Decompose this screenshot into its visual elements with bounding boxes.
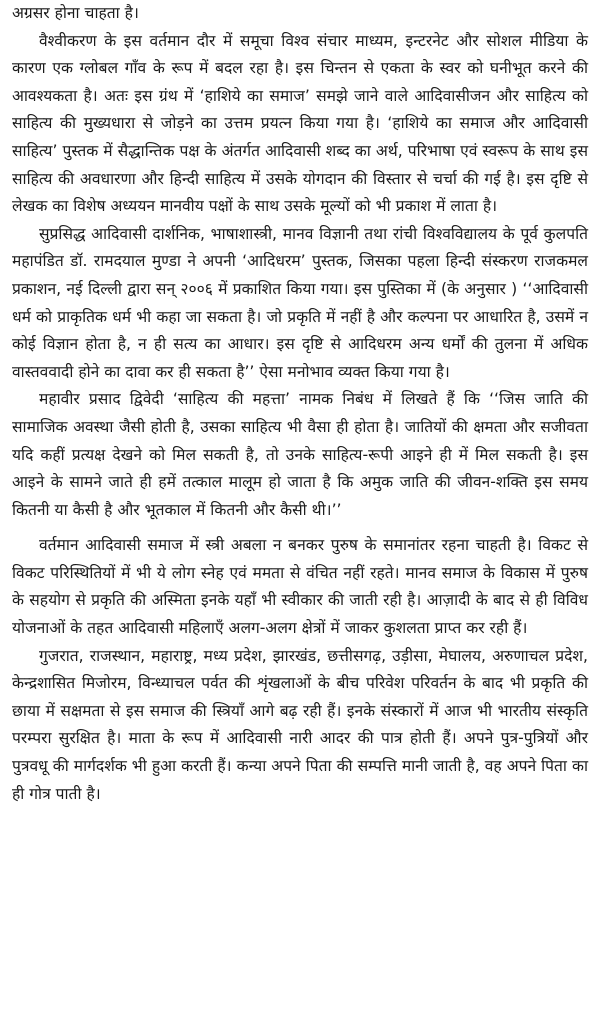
paragraph-states: गुजरात, राजस्थान, महाराष्ट्र, मध्य प्रदेश, झारखंड, छत्तीसगढ़, उड़ीसा, मेघालय, अरुणाचल प्रदेश, केन्द्रशासित मिजोरम, विन्ध्याचल पर्वत की शृंखलाओं के बीच परिवेश परिवर्तन के बाद भी प्रकृति की छाया में सक्षमता से इस समाज की स्त्रियाँ आगे बढ़ रही हैं। इनके संस्कारों में आज भी भारतीय संस्कृति परम्परा सुरक्षित है। माता के रूप में आदिवासी नारी आदर की पात्र होती हैं। अपने पुत्र-पुत्रियों और पुत्रवधू की मार्गदर्शक भी हुआ करती हैं। कन्या अपने पिता की सम्पत्ति मानी जाती है, वह अपने पिता का ही गोत्र पाती है। [12,646,588,803]
paragraph-globalization: वैश्वीकरण के इस वर्तमान दौर में समूचा विश्व संचार माध्यम, इन्टरनेट और सोशल मीडिया के कारण एक ग्लोबल गाँव के रूप में बदल रहा है। इस चिन्तन से एकता के स्वर को घनीभूत करने की आवश्यकता है। अतः इस ग्रंथ में ‘हाशिये का समाज’ समझे जाने वाले आदिवासीजन और साहित्य को साहित्य की मुख्यधारा से जोड़ने का उत्तम प्रयत्न किया गया है। ‘हाशिये का समाज और आदिवासी साहित्य’ पुस्तक में सैद्धान्तिक पक्ष के अंतर्गत आदिवासी शब्द का अर्थ, परिभाषा एवं स्वरूप के साथ इस साहित्य की अवधारणा और हिन्दी साहित्य में उसके योगदान की विस्तार से चर्चा की गई है। इस दृष्टि से लेखक का विशेष अध्ययन मानवीय पक्षों के साथ उसके मूल्यों को भी प्रकाश में लाता है। [12,31,588,216]
paragraph-sahitya-mahatta: महावीर प्रसाद द्विवेदी ‘साहित्य की महत्ता’ नामक निबंध में लिखते हैं कि ‘‘जिस जाति की सामाजिक अवस्था जैसी होती है, उसका साहित्य भी वैसा ही होता है। जातियों की क्षमता और सजीवता यदि कहीं प्रत्यक्ष देखने को मिल सकती है, तो उनके साहित्य-रूपी आइने ही में मिल सकती है। इस आइने के सामने जाते ही हमें तत्काल मालूम हो जाता है कि अमुक जाति की जीवन-शक्ति इस समय कितनी या कैसी है और भूतकाल में कितनी और कैसी थी।’’ [12,390,588,519]
paragraph-adivasi-women: वर्तमान आदिवासी समाज में स्त्री अबला न बनकर पुरुष के समानांतर रहना चाहती है। विकट से विकट परिस्थितियों में भी ये लोग स्नेह एवं ममता से वंचित नहीं रहते। मानव समाज के विकास में पुरुष के सहयोग से प्रकृति की अस्मिता इनके यहाँ भी स्वीकार की जाती रही है। आज़ादी के बाद से ही विविध योजनाओं के तहत आदिवासी महिलाएँ अलग-अलग क्षेत्रों में जाकर कुशलता प्राप्त कर रही हैं। [12,536,588,638]
paragraph-gap [12,524,588,532]
paragraph-aadidharam: सुप्रसिद्ध आदिवासी दार्शनिक, भाषाशास्त्री, मानव विज्ञानी तथा रांची विश्वविद्यालय के पूर्व कुलपति महापंडित डॉ. रामदयाल मुण्डा ने अपनी ‘आदिधरम’ पुस्तक, जिसका पहला हिन्दी संस्करण राजकमल प्रकाशन, नई दिल्ली द्वारा सन् २००६ में प्रकाशित किया गया। इस पुस्तिका में (के अनुसार ) ‘‘आदिवासी धर्म को प्राकृतिक धर्म भी कहा जा सकता है। जो प्रकृति में नहीं है और कल्पना पर आधारित है, उसमें न कोई विज्ञान होता है, न ही सत्य का आधार। इस दृष्टि से आदिधरम अन्य धर्मों की तुलना में अधिक वास्तववादी होने का दावा कर ही सकता है’’ ऐसा मनोभाव व्यक्त किया गया है। [12,224,588,381]
document-page [12,0,588,808]
paragraph-continuation: अग्रसर होना चाहता है। [12,4,139,22]
